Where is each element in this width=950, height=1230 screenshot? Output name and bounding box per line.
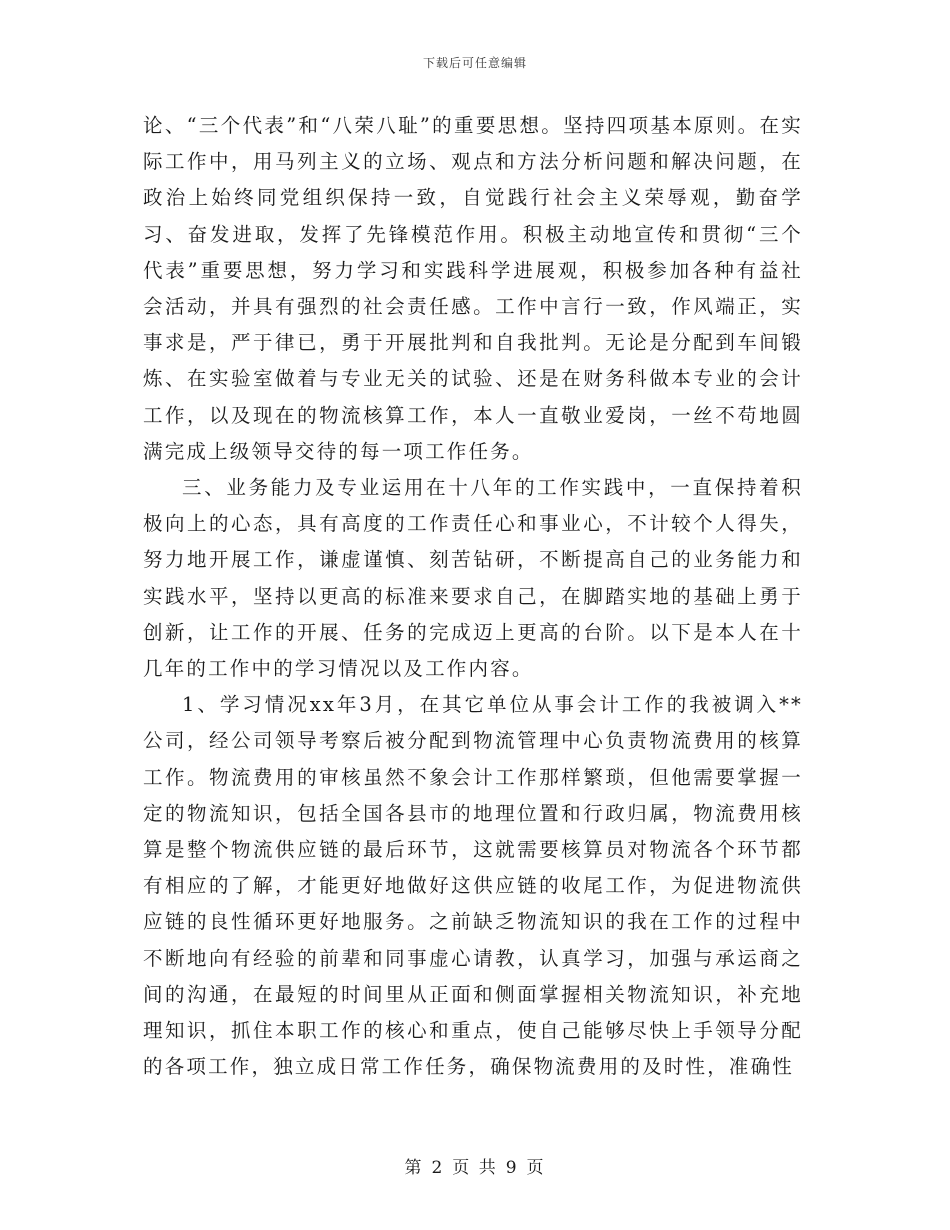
footer-suffix: 页	[526, 1158, 546, 1178]
footer-prefix: 第	[404, 1158, 424, 1178]
paragraph-continuation: 论、“三个代表”和“八荣八耻”的重要思想。坚持四项基本原则。在实际工作中，用马列主义的立场、观点和方法分析问题和解决问题，在政治上始终同党组织保持一致，自觉践行社会主义荣辱观，勤奋学习、奋发进取，发挥了先锋模范作用。积极主动地宣传和贯彻“三个代表”重要思想，努力学习和实践科学进展观，积极参加各种有益社会活动，并具有强烈的社会责任感。工作中言行一致，作风端正，实事求是，严于律已，勇于开展批判和自我批判。无论是分配到车间锻炼、在实验室做着与专业无关的试验、还是在财务科做本专业的会计工作，以及现在的物流核算工作，本人一直敬业爱岗，一丝不苟地圆满完成上级领导交待的每一项工作任务。	[143, 114, 803, 463]
page-header: 下载后可任意编辑	[422, 56, 527, 70]
paragraph-business-ability: 三、业务能力及专业运用在十八年的工作实践中，一直保持着积极向上的心态，具有高度的工作责任心和事业心，不计较个人得失，努力地开展工作，谦虚谨慎、刻苦钻研，不断提高自己的业务能力和实践水平，坚持以更高的标准来要求自己，在脚踏实地的基础上勇于创新，让工作的开展、任务的完成迈上更高的台阶。以下是本人在十几年的工作中的学习情况以及工作内容。	[143, 476, 803, 681]
page-number-current: 2	[431, 1158, 445, 1178]
page-footer	[0, 1153, 950, 1178]
footer-middle: 页 共	[452, 1158, 498, 1178]
document-body	[143, 108, 803, 1085]
page-number-total: 9	[505, 1158, 519, 1178]
paragraph-study-situation: 1、学习情况xx年3月，在其它单位从事会计工作的我被调入**公司，经公司领导考察后被分配到物流管理中心负责物流费用的核算工作。物流费用的审核虽然不象会计工作那样繁琐，但他需要掌握一定的物流知识，包括全国各县市的地理位置和行政归属，物流费用核算是整个物流供应链的最后环节，这就需要核算员对物流各个环节都有相应的了解，才能更好地做好这供应链的收尾工作，为促进物流供应链的良性循环更好地服务。之前缺乏物流知识的我在工作的过程中不断地向有经验的前辈和同事虚心请教，认真学习，加强与承运商之间的沟通，在最短的时间里从正面和侧面掌握相关物流知识，补充地理知识，抓住本职工作的核心和重点，使自己能够尽快上手领导分配的各项工作，独立成日常工作任务，确保物流费用的及时性，准确性	[143, 693, 803, 1079]
